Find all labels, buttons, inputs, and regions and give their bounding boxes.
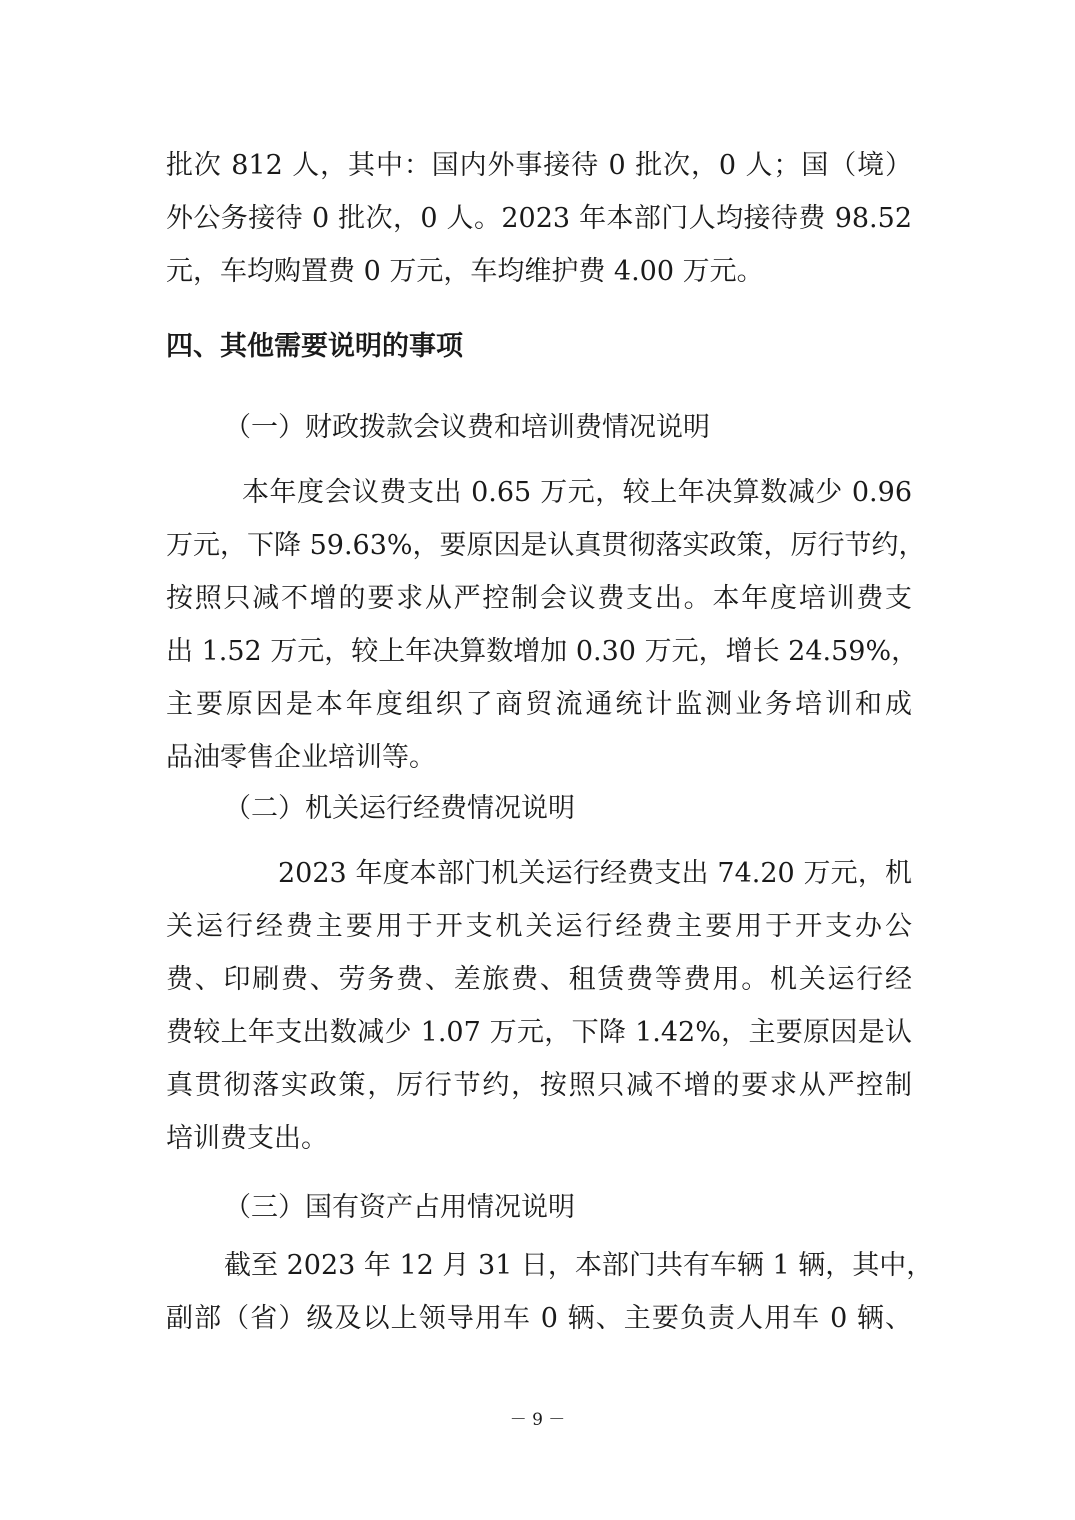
paragraph-line: 真贯彻落实政策，厉行节约，按照只减不增的要求从严控制 [166, 1070, 912, 1101]
paragraph-line: 截至 2023 年 12 月 31 日，本部门共有车辆 1 辆，其中， [224, 1250, 934, 1281]
paragraph-line: 出 1.52 万元，较上年决算数增加 0.30 万元，增长 24.59%， [166, 636, 919, 667]
paragraph-line: 本年度会议费支出 0.65 万元，较上年决算数减少 0.96 [242, 477, 912, 508]
paragraph-line: 批次 812 人，其中：国内外事接待 0 批次，0 人；国（境） [166, 150, 912, 181]
paragraph-line: 费、印刷费、劳务费、差旅费、租赁费等费用。机关运行经 [166, 964, 912, 995]
paragraph-line: 外公务接待 0 批次，0 人。2023 年本部门人均接待费 98.52 [166, 203, 912, 234]
paragraph-line: 关运行经费主要用于开支机关运行经费主要用于开支办公 [166, 911, 912, 942]
paragraph-line: 元，车均购置费 0 万元，车均维护费 4.00 万元。 [166, 256, 764, 287]
paragraph-line: 费较上年支出数减少 1.07 万元，下降 1.42%，主要原因是认 [166, 1017, 912, 1048]
paragraph-line: 主要原因是本年度组织了商贸流通统计监测业务培训和成 [166, 689, 912, 720]
paragraph-line: 培训费支出。 [166, 1123, 328, 1154]
section-heading: 四、其他需要说明的事项 [166, 331, 463, 362]
subsection-heading: （二）机关运行经费情况说明 [224, 793, 575, 824]
subsection-heading: （一）财政拨款会议费和培训费情况说明 [224, 412, 710, 443]
paragraph-line: 万元，下降 59.63%，要原因是认真贯彻落实政策，厉行节约， [166, 530, 926, 561]
subsection-heading: （三）国有资产占用情况说明 [224, 1192, 575, 1223]
paragraph-line: 按照只减不增的要求从严控制会议费支出。本年度培训费支 [166, 583, 912, 614]
page-number: － 9 － [509, 1410, 566, 1430]
paragraph-line: 品油零售企业培训等。 [166, 742, 436, 773]
paragraph-line: 副部（省）级及以上领导用车 0 辆、主要负责人用车 0 辆、 [166, 1303, 912, 1334]
paragraph-line: 2023 年度本部门机关运行经费支出 74.20 万元，机 [278, 858, 912, 889]
